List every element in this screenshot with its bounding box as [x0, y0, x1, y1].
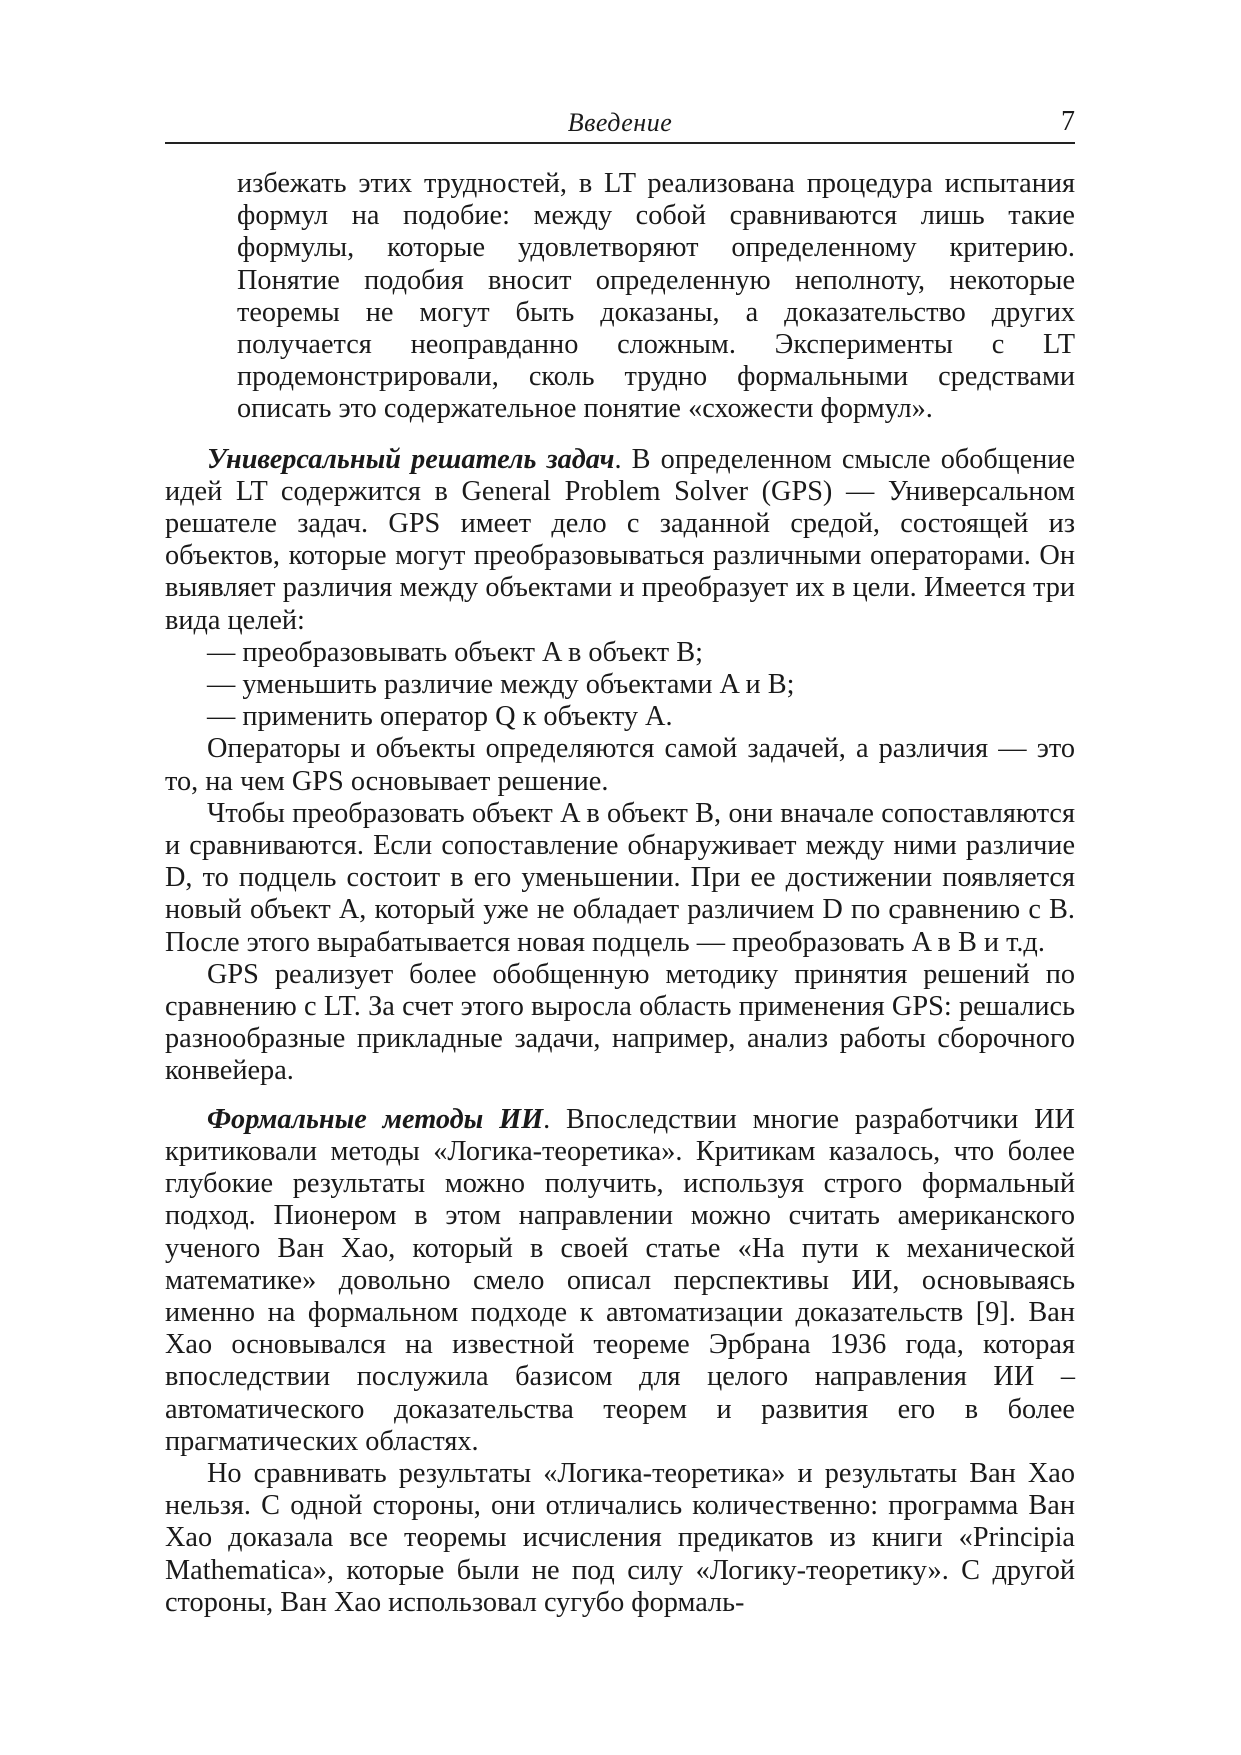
paragraph-transform: Чтобы преобразовать объект A в объект B, они вначале сопоставляются и сравниваются. Если сопоставление обнаруживает между ними различие D, то подцель состоит в его уменьшении. При ее достижении появляется новый объект A, который уже не обладает различием D по сравнению с B. После этого вырабатывается новая подцель — преобразовать A в B и т.д. — [165, 797, 1075, 958]
paragraph-formal-intro — [165, 1104, 1075, 1458]
section-title-formal: Формальные методы ИИ — [207, 1103, 544, 1135]
section-title-gps: Универсальный решатель задач — [207, 443, 615, 475]
list-item: — применить оператор Q к объекту A. — [207, 701, 673, 733]
paragraph-gps-summary: GPS реализует более обобщенную методику принятия решений по сравнению с LT. За счет этого выросла область применения GPS: решались разнообразные прикладные задачи, например, анализ работы сборочного конвейера. — [165, 958, 1075, 1087]
body-text — [165, 168, 1075, 1619]
page-header — [165, 104, 1075, 144]
paragraph-gps-intro — [165, 444, 1075, 637]
paragraph-formal-text: . Впоследствии многие разработчики ИИ критиковали методы «Логика-теоретика». Критикам казалось, что более глубокие результаты можно получить, используя строго формальный подход. Пионером в этом направлении можно считать американского ученого Ван Хао, который в своей статье «На пути к механической математике» довольно смело описал перспективы ИИ, основываясь именно на формальном подходе к автоматизации доказательств [9]. Ван Хао основывался на известной теореме Эрбрана 1936 года, которая впоследствии послужила базисом для целого направления ИИ – автоматического доказательства теорем и развития его в более прагматических областях. — [165, 1103, 1075, 1457]
list-item: — уменьшить различие между объектами A и B; — [207, 669, 795, 701]
paragraph-gps-text: . В определенном смысле обобщение идей LT содержится в General Problem Solver (GPS) — Универсальном решателе задач. GPS имеет дело с заданной средой, состоящей из объектов, которые могут преобразовываться различными операторами. Он выявляет различия между объектами и преобразует их в цели. Имеется три вида целей: — [165, 443, 1075, 636]
paragraph-operators: Операторы и объекты определяются самой задачей, а различия — это то, на чем GPS основывает решение. — [165, 733, 1075, 797]
page-number: 7 — [1061, 106, 1075, 137]
intro-paragraph: избежать этих трудностей, в LT реализована процедура испытания формул на подобие: между собой сравниваются лишь такие формулы, которые удовлетворяют определенному критерию. Понятие подобия вносит определенную неполноту, некоторые теоремы не могут быть доказаны, а доказательство других получается неоправданно сложным. Эксперименты с LT продемонстрировали, сколь трудно формальными средствами описать это содержательное понятие «схожести формул». — [237, 168, 1075, 425]
list-item: — преобразовывать объект A в объект B; — [207, 636, 703, 668]
paragraph-comparison: Но сравнивать результаты «Логика-теоретика» и результаты Ван Хао нельзя. С одной стороны, они отличались количественно: программа Ван Хао доказала все теоремы исчисления предикатов из книги «Principia Mathematica», которые были не под силу «Логику-теоретику». С другой стороны, Ван Хао использовал сугубо формаль- — [165, 1457, 1075, 1618]
running-title: Введение — [567, 108, 673, 137]
